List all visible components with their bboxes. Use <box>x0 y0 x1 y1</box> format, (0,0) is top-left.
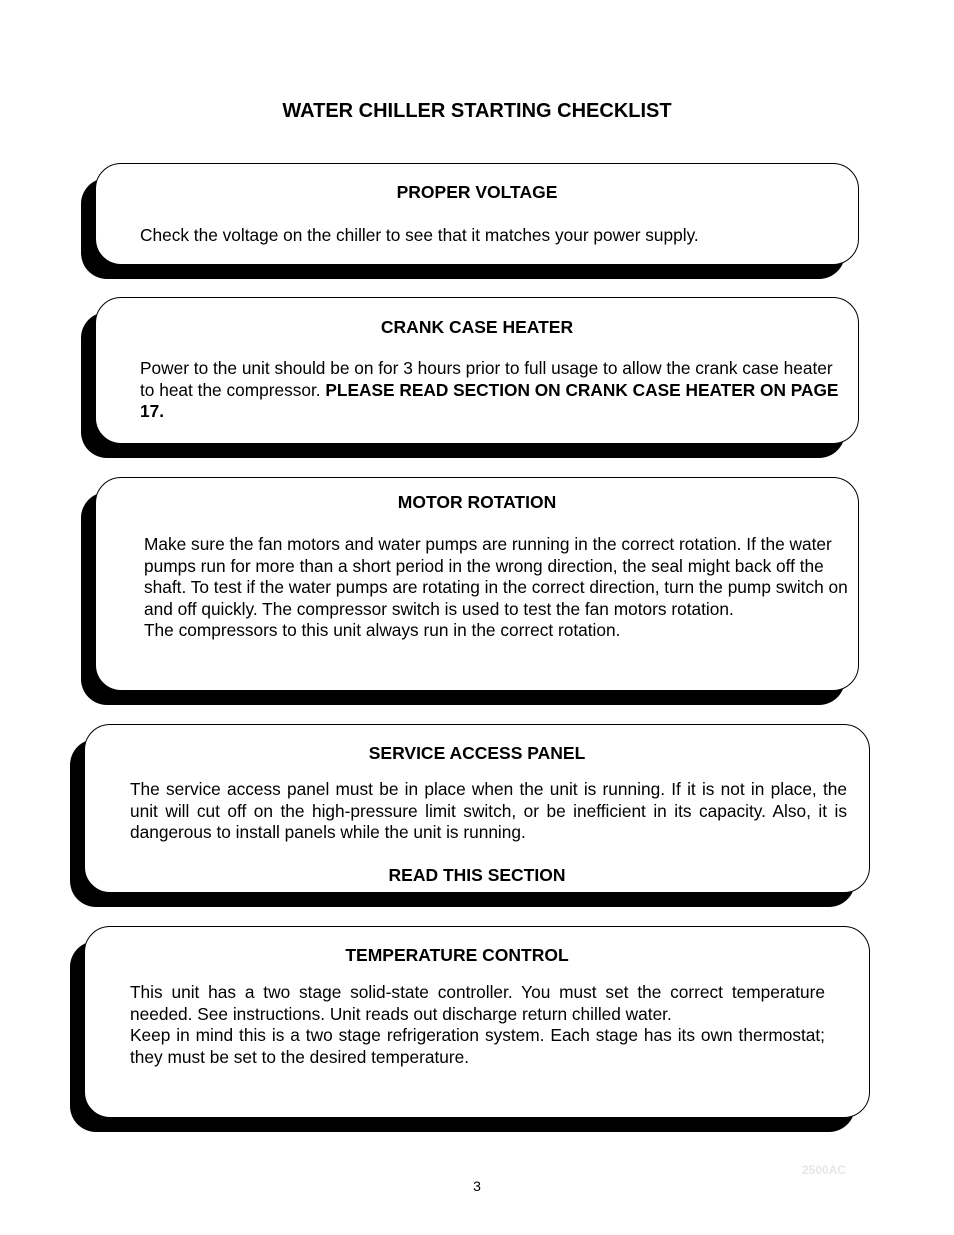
section-body: Power to the unit should be on for 3 hours prior to full usage to allow the crank case heater to heat the compressor. <box>140 358 833 400</box>
page-number: 3 <box>473 1178 481 1194</box>
section-text <box>140 358 840 423</box>
section-body: Make sure the fan motors and water pumps are running in the correct rotation. If the water pumps run for more than a short period in the wrong direction, the seal might back off the shaft. To test if the water pumps are rotating in the correct direction, turn the pump switch on and off quickly. The compressor switch is used to test the fan motors rotation. <box>144 534 848 619</box>
section-body-2: The compressors to this unit always run in the correct rotation. <box>144 620 621 641</box>
section-temperature-control <box>84 926 870 1118</box>
section-heading: TEMPERATURE CONTROL <box>345 945 569 965</box>
section-service-access-panel <box>84 724 870 893</box>
section-heading: SERVICE ACCESS PANEL <box>368 743 586 763</box>
section-body: This unit has a two stage solid-state controller. You must set the correct temperature needed. See instructions. Unit reads out discharge return chilled water. <box>130 982 825 1024</box>
section-crank-case-heater <box>95 297 859 444</box>
page-title: WATER CHILLER STARTING CHECKLIST <box>282 100 672 122</box>
section-heading: PROPER VOLTAGE <box>396 182 558 202</box>
model-code: 2500AC <box>802 1163 847 1177</box>
section-text <box>144 534 848 642</box>
section-emphasis: PLEASE READ SECTION ON CRANK CASE HEATER ON PAGE 17. <box>140 379 839 422</box>
section-footer: READ THIS SECTION <box>388 865 566 885</box>
section-proper-voltage <box>95 163 859 265</box>
section-body-2: Keep in mind this is a two stage refrigeration system. Each stage has its own thermostat; they must be set to the desired temperature. <box>130 1025 825 1067</box>
section-text: The service access panel must be in place when the unit is running. If it is not in place, the unit will cut off on the high-pressure limit switch, or be inefficient in its capacity. Also, it is dangerous to install panels while the unit is running. <box>130 779 847 843</box>
section-text <box>130 982 825 1068</box>
section-text: Check the voltage on the chiller to see that it matches your power supply. <box>140 225 699 245</box>
section-heading: CRANK CASE HEATER <box>380 317 574 337</box>
section-motor-rotation <box>95 477 859 691</box>
section-heading: MOTOR ROTATION <box>397 492 557 512</box>
